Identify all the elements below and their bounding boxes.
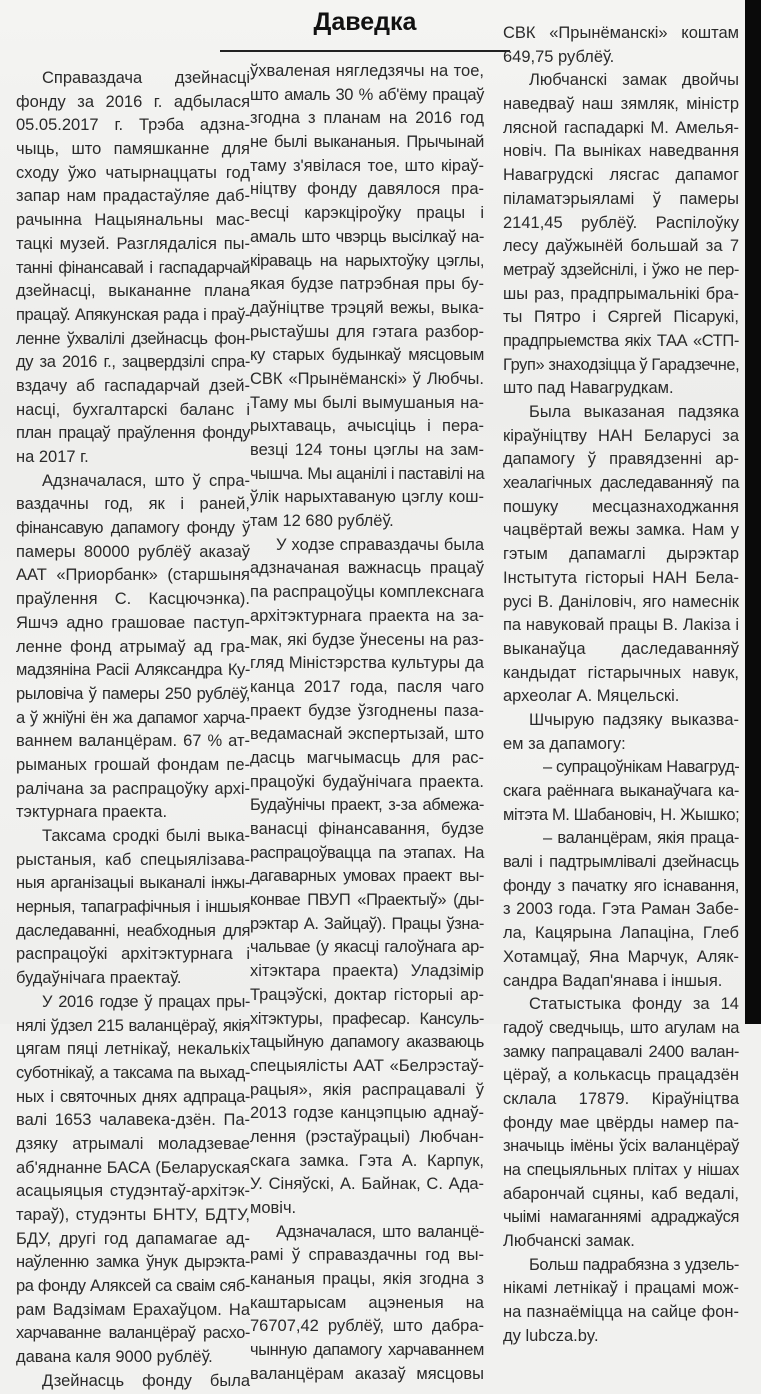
text-line: танні фінансавай і гаспадарчай: [16, 258, 250, 277]
text-line: новіч. Па выніках наведвання: [503, 142, 739, 161]
paragraph: [503, 827, 739, 993]
text-line: дзяку атрымалі моладзевае: [16, 1134, 250, 1153]
text-line: таму з'явілася тое, што кіраў-: [250, 156, 484, 175]
text-line: рыстаўшы для гэтага разбор-: [250, 322, 484, 341]
text-line: даследаванні, неабходныя для: [16, 921, 250, 940]
text-line: рацыя», якія распрацавалі ў: [250, 1080, 484, 1099]
text-line: гляд Міністэрства культуры да: [250, 654, 484, 673]
text-line: сандра Вадап'янава і іншыя.: [503, 971, 723, 990]
text-line: даўніцтве трэцяй вежы, выка-: [250, 298, 484, 317]
text-line: там 12 680 рублёў.: [250, 512, 394, 531]
text-line: Статыстыка фонду за 14: [529, 995, 739, 1014]
text-line: БДУ, другі год дапамагае ад-: [16, 1229, 250, 1248]
text-line: замку папрацавалі 2400 валан-: [503, 1042, 739, 1061]
text-line: цёраў, а колькасць працадзён: [503, 1066, 739, 1085]
text-line: валанцёрам аказаў мясцовы: [250, 1364, 484, 1383]
text-line: дапамогу ў правядзенні ар-: [503, 450, 739, 469]
text-line: кіраўніцтву НАН Беларусі за: [503, 426, 739, 445]
text-line: ныя арганізацыі выканалі інжы-: [16, 874, 250, 893]
text-line: 649,75 рублёў.: [503, 47, 615, 66]
text-line: Больш падрабязна з удзель-: [529, 1255, 739, 1274]
text-line: працаў. Апякунская рада і праў-: [16, 305, 250, 324]
paragraph: [503, 69, 739, 401]
text-line: Таму мы былі вымушаныя на-: [250, 393, 484, 412]
text-line: хеалагічных даследаванняў па: [503, 474, 739, 493]
paragraph: [16, 825, 250, 991]
paragraph: [16, 470, 250, 825]
text-line: лення (рэстаўрацыі) Любчан-: [250, 1127, 484, 1146]
text-line: хітэктара праекта) Уладзімір: [250, 962, 484, 981]
text-line: спецыялісты ААТ «Белрэстаў-: [250, 1056, 484, 1075]
text-line: чальвае (у якасці галоўнага ар-: [250, 938, 484, 957]
text-line: ем за дапамогу:: [503, 734, 626, 753]
text-line: Была выказаная падзяка: [529, 403, 739, 421]
column-2: [250, 60, 484, 1387]
text-line: гадоў сведчыць, што агулам на: [503, 1018, 739, 1037]
text-line: русі В. Даніловіч, яго намеснік: [503, 592, 739, 611]
text-line: па распрацоўцы комплекснага: [250, 583, 484, 602]
text-line: рыманых грошай фондам пе-: [16, 755, 250, 774]
paragraph: [503, 401, 739, 709]
paragraph: [16, 67, 250, 470]
text-line: а ў жніўні ён жа дапамог харча-: [16, 708, 250, 727]
text-line: вздачу аб гаспадарчай дзей-: [16, 376, 250, 395]
text-line: піламатэрыяламі ў памеры: [503, 189, 739, 208]
text-line: якая будзе патрэбная пры бу-: [250, 275, 484, 294]
text-line: Будаўнічы праект, з-за абмежа-: [250, 796, 484, 815]
text-line: мак, які будзе ўнесены на раз-: [250, 630, 484, 649]
text-line: Адзначалася, што ў спра-: [42, 471, 250, 490]
text-line: распрацоўкі архітэктурнага і: [16, 945, 250, 964]
text-line: рачынна Нацыянальны мас-: [16, 211, 250, 230]
text-line: ўхваленая нягледзячы на тое,: [250, 62, 484, 80]
text-line: пошуку месцазнаходжання: [503, 497, 739, 516]
paragraph: [250, 60, 484, 534]
text-line: план працаў праўлення фонду: [16, 424, 250, 443]
text-line: нерныя, тапаграфічныя і іншыя: [16, 898, 250, 917]
text-line: наўленню замка ўнук дырэкта-: [16, 1253, 250, 1272]
text-line: ду за 2016 г., зацвердзілі спра-: [16, 353, 250, 372]
text-line: кандыдат гістарычных навук,: [503, 663, 739, 682]
text-line: згодна з планам на 2016 год: [250, 109, 484, 128]
text-line: кананыя працы, якія згодна з: [250, 1270, 484, 1289]
text-line: праект будзе ўзгоднены паза-: [250, 701, 484, 720]
paragraph: [503, 22, 739, 69]
text-line: на пазнаёміцца на сайце фон-: [503, 1303, 739, 1322]
text-line: выканаўца даследаванняў: [503, 639, 739, 658]
text-line: суботнікаў, а таксама па выхад-: [16, 1063, 250, 1082]
text-line: археолаг А. Мяцельскі.: [503, 687, 680, 706]
paragraph: [503, 1254, 739, 1349]
text-line: ра фонду Аляксей са сваім сяб-: [16, 1277, 250, 1296]
text-line: СВК «Прынёманскі» коштам: [503, 24, 739, 42]
paragraph: [503, 756, 739, 827]
text-line: мітэта М. Шабановіч, Н. Жышко;: [503, 805, 740, 824]
text-line: Хотамцаў, Яна Марчук, Аляк-: [503, 947, 739, 966]
text-line: ла, Кацярына Лапаціна, Глеб: [503, 924, 739, 943]
text-line: валі і падтрымлівалі дзейнасць: [503, 853, 739, 872]
text-line: рам Вадзімам Ерахаўцом. На: [16, 1300, 250, 1319]
text-line: на 2017 г.: [16, 448, 89, 466]
text-line: ленне ўхвалілі дзейнасць фон-: [16, 329, 250, 348]
text-line: аб'яднанне БАСА (Беларуская: [16, 1158, 250, 1177]
paragraph: [250, 534, 484, 1221]
text-line: ведамаснай экспертызай, што: [250, 725, 484, 744]
text-line: амаль што чвэрць высілкаў на-: [250, 227, 484, 246]
text-line: сходу ўжо чатырнаццаты год: [16, 163, 250, 182]
text-line: везці 124 тоны цэглы на зам-: [250, 441, 484, 459]
text-line: дагаварных умовах праект вы-: [250, 867, 484, 886]
text-line: тэктурнага праекта.: [16, 803, 168, 822]
text-line: значыць імёны ўсіх валанцёраў: [503, 1137, 739, 1156]
text-line: 05.05.2017 г. Трэба адзна-: [16, 116, 250, 135]
text-line: ААТ «Приорбанк» (старшыня: [16, 566, 250, 585]
text-line: дзейнасці, выкананне плана: [16, 282, 250, 301]
text-line: – супрацоўнікам Навагруд-: [543, 758, 740, 777]
text-line: што пад Навагрудкам.: [503, 379, 674, 398]
text-line: запар нам прадастаўляе даб-: [16, 187, 250, 206]
text-line: – валанцёрам, якія праца-: [543, 829, 739, 848]
text-line: распрацоўвацца па этапах. На: [250, 843, 484, 862]
text-line: тацыйную дапамогу аказваюць: [250, 1033, 484, 1052]
text-line: весці карэкціроўку працы і: [250, 204, 484, 223]
text-line: ду lubcza.by.: [503, 1326, 599, 1345]
text-line: ваздачны год, як і раней,: [16, 495, 250, 514]
text-line: праўлення С. Касцючэнка).: [16, 590, 250, 609]
text-line: чыць, што памяшканне для: [16, 140, 250, 159]
text-line: на спецыяльных плітах у нішах: [503, 1161, 739, 1179]
text-line: Трацэўскі, доктар гісторыі ар-: [250, 985, 484, 1004]
text-line: каштарысам ацэненыя на: [250, 1293, 484, 1312]
text-line: рыстаныя, каб спецыялізава-: [16, 850, 250, 869]
paragraph: [16, 991, 250, 1370]
text-line: працоўкі будаўнічага праекта.: [250, 772, 484, 791]
text-line: Навагрудскі лясгас дапамог: [503, 166, 739, 185]
text-line: ванасці фінансавання, будзе: [250, 820, 484, 838]
text-line: У 2016 годзе ў працах пры-: [42, 992, 250, 1011]
text-line: рыловіча ў памеры 250 рублёў,: [16, 684, 250, 703]
text-line: 2141,45 рублёў. Распілоўку: [503, 213, 739, 232]
text-line: ваннем валанцёрам. 67 % ат-: [16, 732, 250, 751]
text-line: Справаздача дзейнасці: [42, 69, 250, 87]
text-line: лесу даўжынёй большай за 7: [503, 237, 739, 256]
text-line: фінансавую дапамогу фонду ў: [16, 519, 250, 538]
text-line: нялі ўдзел 215 валанцёраў, якія: [16, 1016, 250, 1035]
text-line: цягам пяці летнікаў, некалькіх: [16, 1040, 250, 1059]
text-line: абарончай сцяны, каб ведалі,: [503, 1184, 739, 1203]
text-line: У. Сіняўскі, А. Байнак, С. Ада-: [250, 1175, 484, 1194]
text-line: што амаль 30 % аб'ёму працаў: [250, 85, 484, 104]
text-line: склала 17879. Кіраўніцтва: [503, 1089, 739, 1108]
text-line: валі 1653 чалавека-дзён. Па-: [16, 1111, 250, 1130]
text-line: Любчанскі замак двойчы: [529, 71, 739, 90]
text-line: чынную дапамогу харчаваннем: [250, 1341, 484, 1360]
text-line: Адзначалася, што валанцё-: [276, 1222, 484, 1241]
text-line: метраў здзейснілі, і ўжо не пер-: [503, 260, 739, 279]
text-line: па навуковай працы В. Лакіза і: [503, 616, 739, 635]
text-line: архітэктурнага праекта на за-: [250, 606, 484, 625]
text-line: шы раз, прадпрымальнікі бра-: [503, 284, 739, 303]
text-line: чыімі намаганнямі адраджаўся: [503, 1208, 739, 1227]
text-line: рамі ў справаздачны год вы-: [250, 1246, 484, 1265]
column-1: [16, 67, 250, 1394]
title-rule: [220, 50, 510, 52]
text-line: насці, бухгалтарскі баланс і: [16, 400, 250, 419]
article-title: Даведка: [313, 8, 417, 36]
text-line: рыхтаваць, ачысціць і пера-: [250, 417, 484, 436]
text-line: прадпрыемства якіх ТАА «СТП-: [503, 331, 739, 350]
text-line: чацвёртай вежы замка. Нам у: [503, 521, 739, 540]
text-line: ленне фонд атрымаў ад гра-: [16, 637, 250, 656]
text-line: гэтым дапамаглі дырэктар: [503, 545, 739, 564]
text-line: харчаванне валанцёраў расхо-: [16, 1324, 250, 1343]
text-line: адзначаная важнасць працаў: [250, 559, 484, 578]
column-3: [503, 22, 739, 1349]
text-line: СВК «Прынёманскі» ў Любчы.: [250, 369, 484, 388]
text-line: скага раённага выканаўчага ка-: [503, 782, 739, 800]
text-line: Шчырую падзяку выказва-: [529, 710, 739, 729]
text-line: будаўнічага праектаў.: [16, 969, 182, 988]
text-line: мадзяніна Расіі Аляксандра Ку-: [16, 661, 250, 680]
text-line: 2013 годзе канцэпцыю аднаў-: [250, 1104, 484, 1123]
text-line: памеры 80000 рублёў аказаў: [16, 542, 250, 561]
text-line: У ходзе справаздачы была: [276, 535, 484, 554]
text-line: 76707,42 рублёў, што дабра-: [250, 1317, 484, 1336]
text-line: хітэктуры, прафесар. Кансуль-: [250, 1009, 484, 1028]
text-line: Інстытута гісторыі НАН Бела-: [503, 568, 739, 587]
text-line: лясной гаспадаркі М. Амелья-: [503, 118, 739, 137]
scan-edge: [745, 0, 761, 1024]
paragraph: [503, 709, 739, 756]
text-line: ку старых будынкаў мясцовым: [250, 346, 484, 365]
paragraph: [503, 993, 739, 1254]
paragraph: [16, 1370, 250, 1394]
text-line: Любчанскі замак.: [503, 1232, 635, 1251]
text-line: фонду з пачатку яго існавання,: [503, 876, 739, 895]
text-line: не былі выкананыя. Прычынай: [250, 133, 484, 152]
text-line: давана каля 9000 рублёў.: [16, 1348, 213, 1367]
text-line: рэктар А. Зайцаў). Працы ўзна-: [250, 914, 484, 933]
text-line: ніцтву фонду давялося пра-: [250, 180, 484, 199]
text-line: Груп» знаходзіцца ў Гарадзечне,: [503, 355, 740, 374]
text-line: з 2003 года. Гэта Раман Забе-: [503, 900, 739, 919]
text-line: Яшчэ адно грашовае паступ-: [16, 613, 250, 632]
paragraph: [250, 1221, 484, 1387]
text-line: чышча. Мы ацанілі і паставілі на: [250, 464, 485, 483]
text-line: канца 2017 года, пасля чаго: [250, 677, 484, 696]
text-line: ты Пятро і Сяргей Пісарукі,: [503, 308, 739, 327]
text-line: фонду мае цвёрды намер па-: [503, 1113, 739, 1132]
text-line: фонду за 2016 г. адбылася: [16, 92, 250, 111]
text-line: конвае ПВУП «Праектыў» (ды-: [250, 891, 484, 910]
text-line: нікамі летнікаў і працамі мож-: [503, 1279, 739, 1298]
text-line: ўлік нарыхтаваную цэглу кош-: [250, 488, 484, 507]
text-line: ных і святочных днях адпраца-: [16, 1087, 250, 1106]
text-line: Дзейнасць фонду была: [42, 1371, 250, 1390]
text-line: ралічана за распрацоўку архі-: [16, 779, 250, 798]
text-line: дасць магчымасць для рас-: [250, 748, 484, 767]
text-line: наведваў наш зямляк, міністр: [503, 95, 739, 114]
text-line: тараў), студэнты БНТУ, БДТУ,: [16, 1206, 250, 1224]
text-line: асацыяцыя студэнтаў-архітэк-: [16, 1182, 250, 1201]
text-line: скага замка. Гэта А. Карпук,: [250, 1151, 484, 1170]
text-line: Таксама сродкі былі выка-: [42, 827, 250, 845]
text-line: мовіч.: [250, 1199, 297, 1217]
text-line: кіраваць на нарыхтоўку цэглы,: [250, 251, 484, 270]
text-line: тацкі музей. Разглядаліся пы-: [16, 234, 250, 253]
